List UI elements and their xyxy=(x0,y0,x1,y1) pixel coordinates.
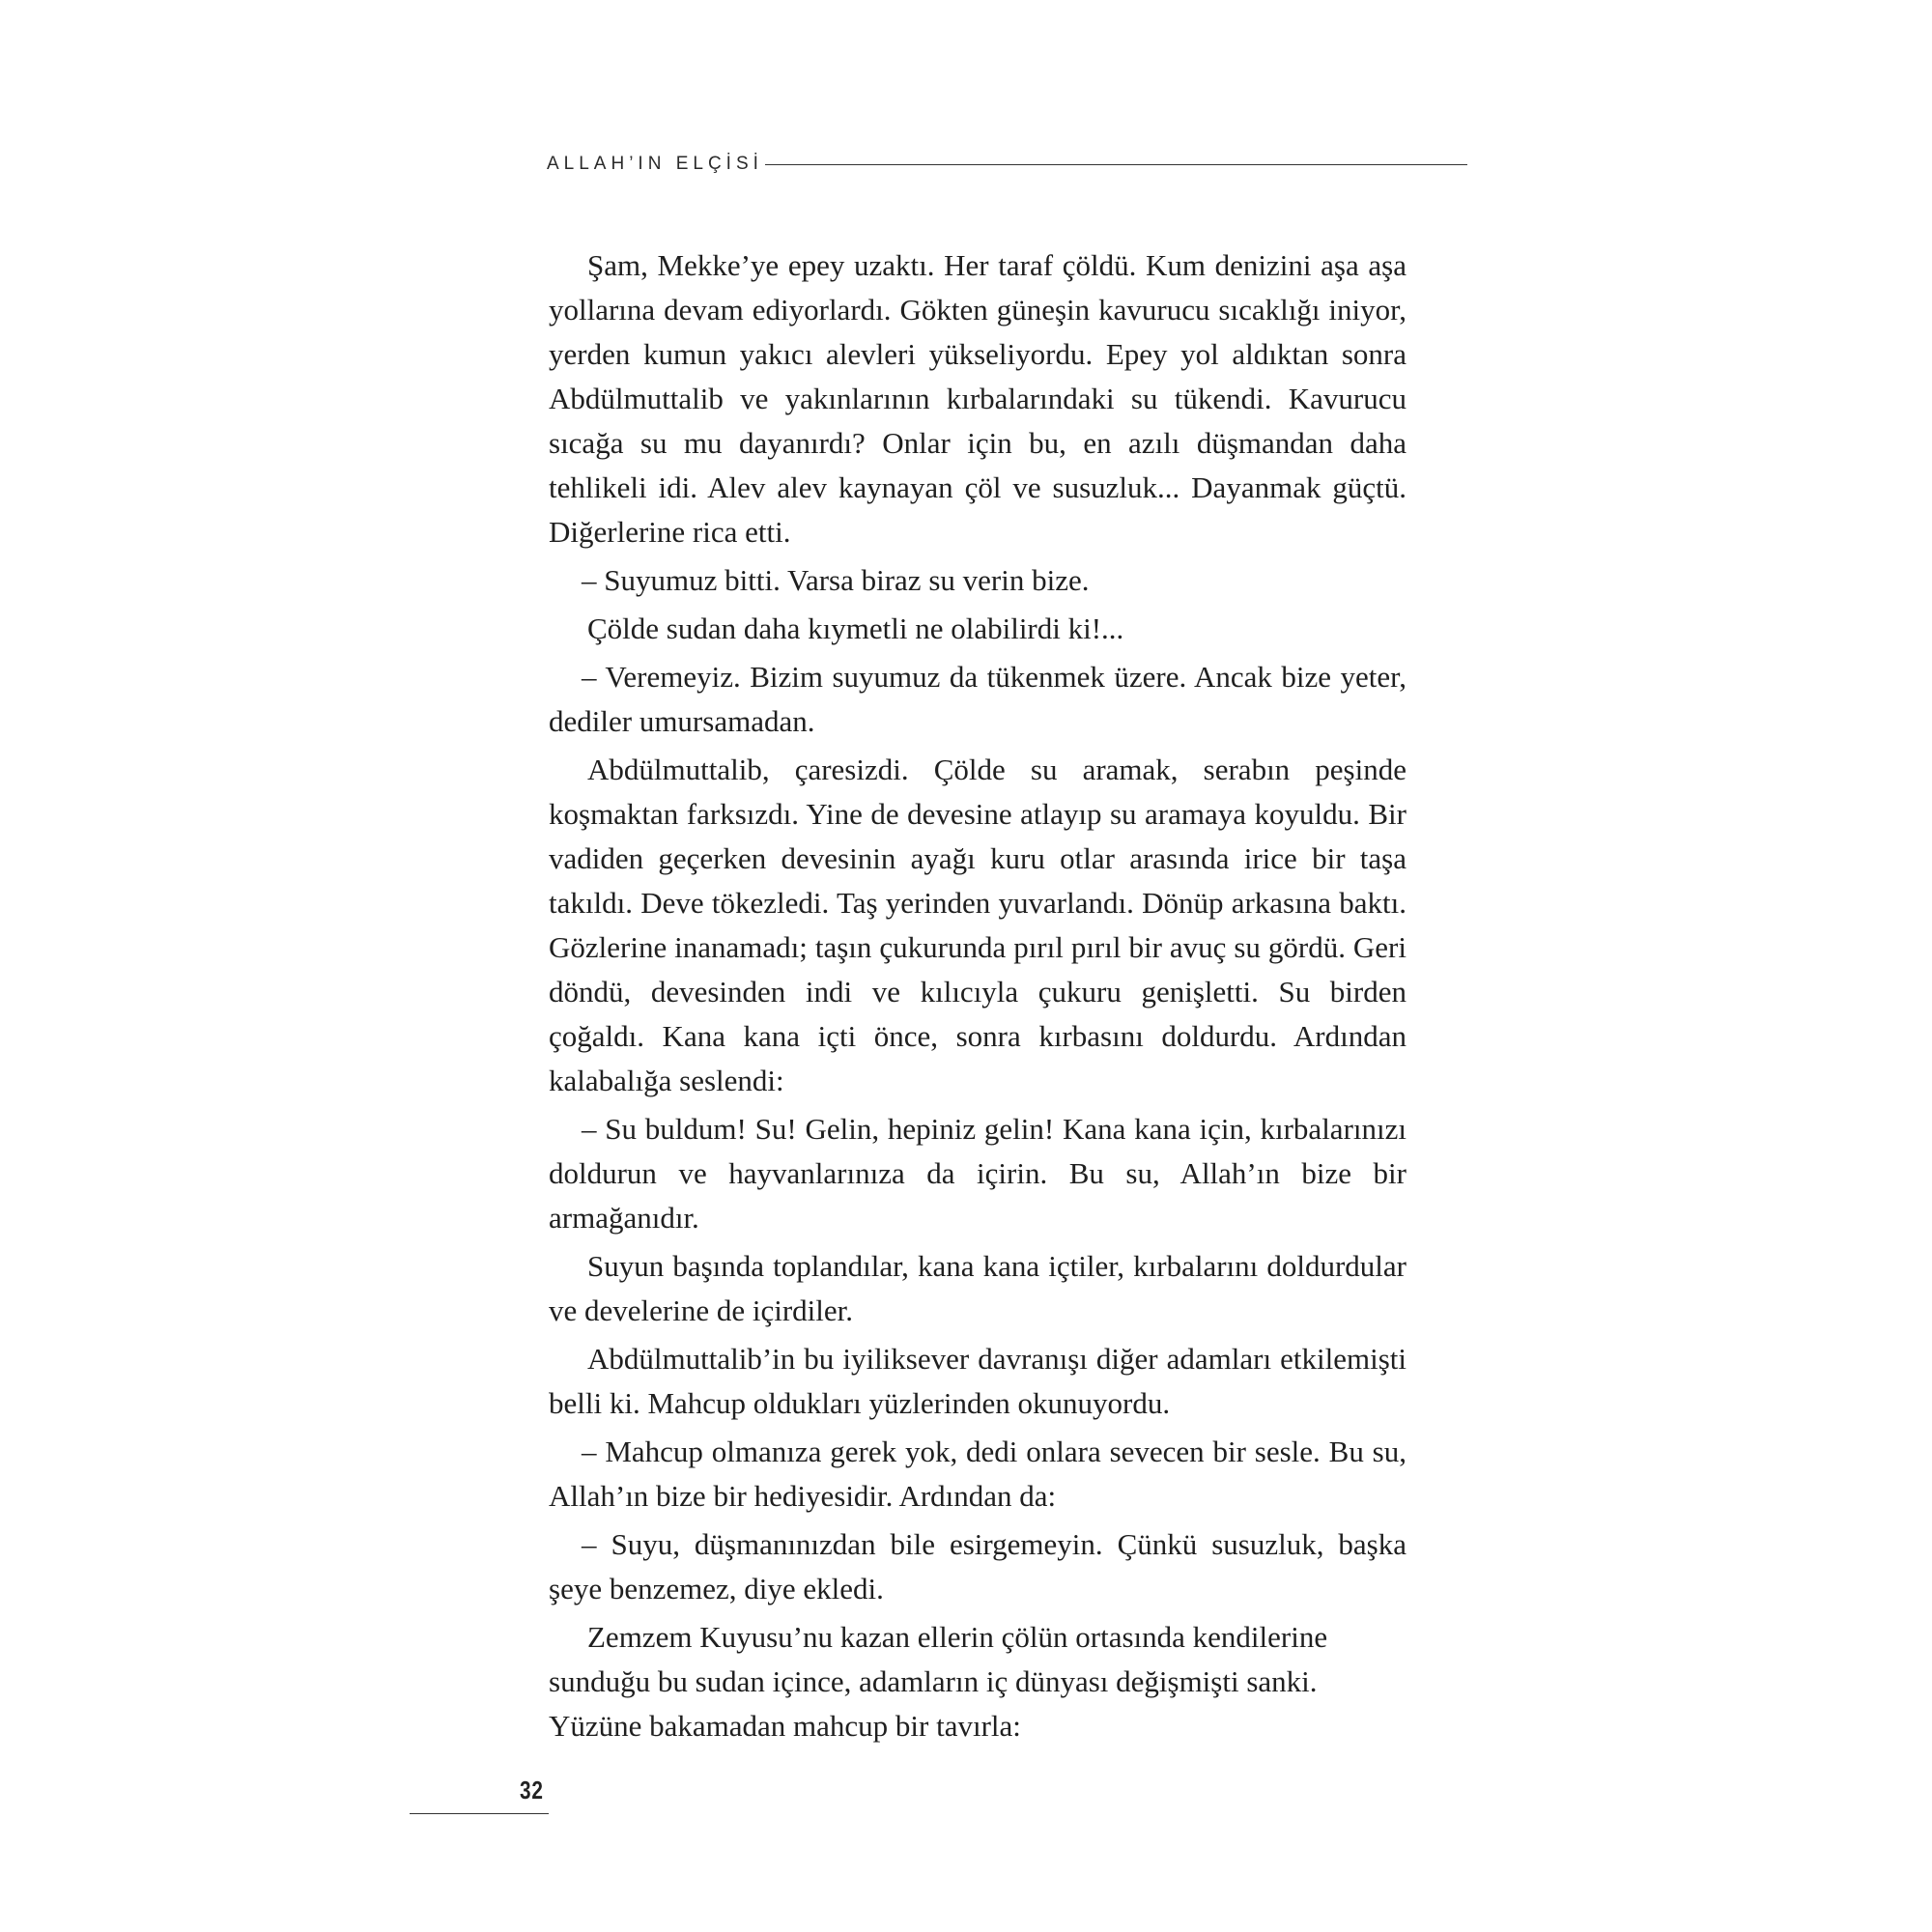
header-rule xyxy=(765,164,1467,165)
paragraph: Şam, Mekke’ye epey uzaktı. Her taraf çöldü. Kum denizini aşa aşa yollarına devam ediyorlardı. Gökten güneşin kavurucu sıcaklığı iniyor, yerden kumun yakıcı alevleri yükseliyordu. Epey yol aldıktan sonra Abdülmuttalib ve yakınlarının kırbalarındaki su tükendi. Kavurucu sıcağa su mu dayanırdı? Onlar için bu, en azılı düşmandan daha tehlikeli idi. Alev alev kaynayan çöl ve susuzluk... Dayanmak güçtü. Diğerlerine rica etti. xyxy=(549,248,1406,549)
dialogue-line: – Veremeyiz. Bizim suyumuz da tükenmek üzere. Ancak bize yeter, dediler umursamadan. xyxy=(549,660,1406,738)
paragraph: Suyun başında toplandılar, kana kana içtiler, kırbalarını doldurdular ve develerine de içirdiler. xyxy=(549,1249,1406,1327)
body-text xyxy=(549,243,1406,1752)
paragraph: Zemzem Kuyusu’nu kazan ellerin çölün ortasında kendilerine sunduğu bu sudan içince, adamların iç dünyası değişmişti sanki. Yüzüne bakamadan mahcup bir tavırla: xyxy=(549,1620,1328,1743)
dialogue-line: – Mahcup olmanıza gerek yok, dedi onlara sevecen bir sesle. Bu su, Allah’ın bize bir hediyesidir. Ardından da: xyxy=(549,1435,1406,1513)
footer-rule xyxy=(410,1813,549,1814)
dialogue-line: – Suyumuz bitti. Varsa biraz su verin bize. xyxy=(582,563,1090,597)
running-header xyxy=(547,150,1467,179)
dialogue-line: – Su buldum! Su! Gelin, hepiniz gelin! Kana kana için, kırbalarınızı doldurun ve hayvanlarınıza da içirin. Bu su, Allah’ın bize bir armağanıdır. xyxy=(549,1112,1406,1235)
paragraph: Abdülmuttalib, çaresizdi. Çölde su aramak, serabın peşinde koşmaktan farksızdı. Yine de devesine atlayıp su aramaya koyuldu. Bir vadiden geçerken devesinin ayağı kuru otlar arasında irice bir taşa takıldı. Deve tökezledi. Taş yerinden yuvarlandı. Dönüp arkasına baktı. Gözlerine inanamadı; taşın çukurunda pırıl pırıl bir avuç su gördü. Geri döndü, devesinden indi ve kılıcıyla çukuru genişletti. Su birden çoğaldı. Kana kana içti önce, sonra kırbasını doldurdu. Ardından kalabalığa seslendi: xyxy=(549,753,1406,1097)
running-title: ALLAH’IN ELÇİSİ xyxy=(547,154,763,174)
paragraph: Abdülmuttalib’in bu iyiliksever davranışı diğer adamları etkilemişti belli ki. Mahcup oldukları yüzlerinden okunuyordu. xyxy=(549,1342,1406,1420)
paragraph: Çölde sudan daha kıymetli ne olabilirdi ki!... xyxy=(587,611,1124,645)
dialogue-line: – Suyu, düşmanınızdan bile esirgemeyin. Çünkü susuzluk, başka şeye benzemez, diye ekledi. xyxy=(549,1527,1406,1605)
page-number: 32 xyxy=(520,1776,544,1804)
